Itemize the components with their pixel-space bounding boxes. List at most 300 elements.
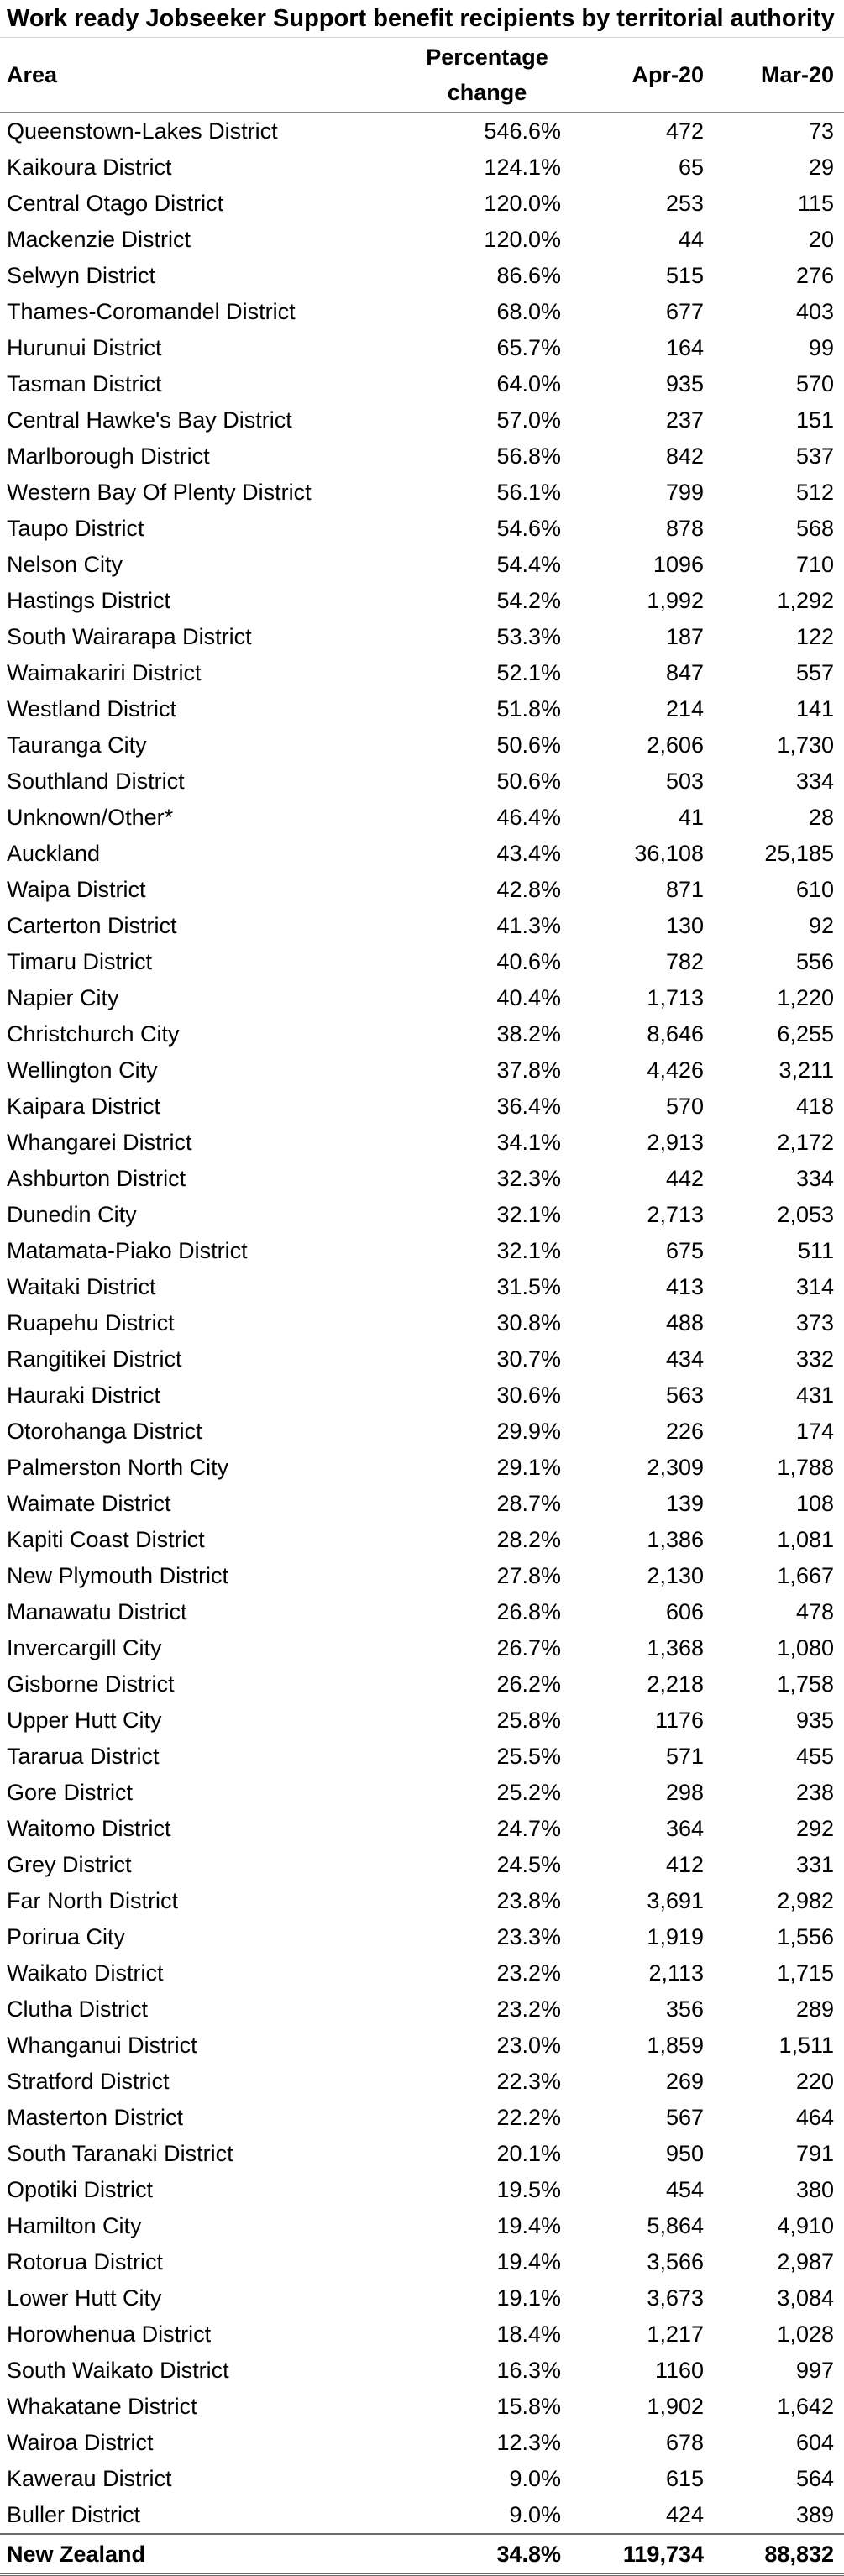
cell-percentage-change: 22.3% <box>496 2069 561 2094</box>
cell-mar-20: 1,511 <box>778 2033 834 2058</box>
cell-area: Dunedin City <box>7 1202 137 1227</box>
cell-area: Selwyn District <box>7 263 156 288</box>
cell-apr-20: 3,566 <box>647 2249 704 2274</box>
table-row <box>0 691 844 727</box>
table-row <box>0 2172 844 2208</box>
cell-mar-20: 141 <box>795 696 834 721</box>
cell-area: Tauranga City <box>7 732 147 758</box>
header-area: Area <box>0 38 395 113</box>
cell-percentage-change: 30.6% <box>496 1382 561 1408</box>
cell-percentage-change: 25.2% <box>496 1780 561 1805</box>
table-row <box>0 2208 844 2244</box>
cell-area: Gisborne District <box>7 1671 175 1697</box>
cell-apr-20: 675 <box>665 1238 704 1263</box>
cell-percentage-change: 9.0% <box>509 2502 561 2527</box>
total-area: New Zealand <box>0 2534 395 2575</box>
data-table <box>0 38 844 2576</box>
table-row <box>0 980 844 1016</box>
cell-mar-20: 28 <box>808 805 834 830</box>
cell-area: Kaipara District <box>7 1094 161 1119</box>
cell-mar-20: 557 <box>795 660 834 685</box>
cell-apr-20: 563 <box>665 1382 704 1408</box>
cell-apr-20: 187 <box>665 624 704 649</box>
header-mar-20: Mar-20 <box>714 38 844 113</box>
table-title: Work ready Jobseeker Support benefit recipients by territorial authority <box>0 0 844 38</box>
cell-area: Hastings District <box>7 588 171 613</box>
cell-area: Auckland <box>7 841 101 866</box>
table-row <box>0 2497 844 2534</box>
cell-mar-20: 2,982 <box>777 1888 834 1913</box>
cell-area: Stratford District <box>7 2069 170 2094</box>
cell-area: Wellington City <box>7 1057 158 1083</box>
cell-apr-20: 1,368 <box>647 1635 704 1660</box>
table-row <box>0 1486 844 1522</box>
cell-mar-20: 1,556 <box>777 1924 834 1949</box>
cell-percentage-change: 29.1% <box>496 1455 561 1480</box>
cell-percentage-change: 19.4% <box>496 2213 561 2238</box>
table-row <box>0 1269 844 1305</box>
cell-percentage-change: 43.4% <box>496 841 561 866</box>
table-row <box>0 402 844 438</box>
cell-area: Opotiki District <box>7 2177 154 2202</box>
cell-mar-20: 464 <box>795 2105 834 2130</box>
cell-percentage-change: 12.3% <box>496 2430 561 2455</box>
cell-percentage-change: 124.1% <box>484 155 561 180</box>
table-row <box>0 1197 844 1233</box>
cell-percentage-change: 32.1% <box>496 1238 561 1263</box>
table-row <box>0 1414 844 1450</box>
cell-apr-20: 935 <box>665 371 704 396</box>
cell-apr-20: 615 <box>665 2466 704 2491</box>
cell-mar-20: 331 <box>795 1852 834 1877</box>
cell-apr-20: 1,217 <box>647 2322 704 2347</box>
cell-apr-20: 1,902 <box>647 2394 704 2419</box>
cell-mar-20: 238 <box>795 1780 834 1805</box>
cell-percentage-change: 23.3% <box>496 1924 561 1949</box>
table-row <box>0 1161 844 1197</box>
cell-mar-20: 455 <box>795 1744 834 1769</box>
cell-apr-20: 2,913 <box>647 1130 704 1155</box>
cell-percentage-change: 20.1% <box>496 2141 561 2166</box>
cell-area: Manawatu District <box>7 1599 187 1624</box>
cell-area: Kapiti Coast District <box>7 1527 205 1552</box>
cell-percentage-change: 30.7% <box>496 1346 561 1372</box>
table-row <box>0 294 844 330</box>
cell-apr-20: 5,864 <box>647 2213 704 2238</box>
cell-apr-20: 226 <box>665 1419 704 1444</box>
table-row <box>0 186 844 222</box>
cell-mar-20: 1,028 <box>777 2322 834 2347</box>
table-row <box>0 2064 844 2100</box>
cell-mar-20: 1,730 <box>777 732 834 758</box>
cell-mar-20: 570 <box>795 371 834 396</box>
cell-mar-20: 6,255 <box>777 1021 834 1047</box>
table-row <box>0 547 844 583</box>
cell-percentage-change: 50.6% <box>496 769 561 794</box>
cell-mar-20: 604 <box>795 2430 834 2455</box>
table-row <box>0 872 844 908</box>
header-pct-line1: Percentage <box>426 45 548 70</box>
cell-apr-20: 442 <box>665 1166 704 1191</box>
cell-mar-20: 512 <box>795 480 834 505</box>
cell-apr-20: 1,919 <box>647 1924 704 1949</box>
cell-area: Thames-Coromandel District <box>7 299 296 324</box>
cell-percentage-change: 57.0% <box>496 407 561 433</box>
cell-apr-20: 1,859 <box>647 2033 704 2058</box>
cell-percentage-change: 64.0% <box>496 371 561 396</box>
cell-apr-20: 472 <box>665 118 704 144</box>
cell-apr-20: 36,108 <box>634 841 704 866</box>
table-row <box>0 1919 844 1955</box>
cell-percentage-change: 32.1% <box>496 1202 561 1227</box>
cell-apr-20: 237 <box>665 407 704 433</box>
cell-area: Westland District <box>7 696 177 721</box>
cell-area: Napier City <box>7 985 119 1010</box>
cell-percentage-change: 26.8% <box>496 1599 561 1624</box>
cell-mar-20: 2,987 <box>777 2249 834 2274</box>
table-row <box>0 258 844 294</box>
cell-percentage-change: 54.4% <box>496 552 561 577</box>
table-row <box>0 2316 844 2353</box>
cell-area: Rotorua District <box>7 2249 164 2274</box>
table-row <box>0 2244 844 2280</box>
cell-apr-20: 2,113 <box>648 1960 704 1986</box>
table-row <box>0 2028 844 2064</box>
table-row <box>0 583 844 619</box>
table-row <box>0 475 844 511</box>
cell-apr-20: 950 <box>665 2141 704 2166</box>
cell-mar-20: 564 <box>795 2466 834 2491</box>
cell-percentage-change: 19.4% <box>496 2249 561 2274</box>
cell-area: Christchurch City <box>7 1021 180 1047</box>
cell-percentage-change: 26.2% <box>496 1671 561 1697</box>
cell-percentage-change: 19.1% <box>496 2285 561 2311</box>
table-row <box>0 908 844 944</box>
cell-area: Wairoa District <box>7 2430 154 2455</box>
cell-mar-20: 108 <box>795 1491 834 1516</box>
cell-percentage-change: 50.6% <box>496 732 561 758</box>
cell-apr-20: 847 <box>665 660 704 685</box>
cell-apr-20: 269 <box>665 2069 704 2094</box>
cell-mar-20: 478 <box>795 1599 834 1624</box>
cell-mar-20: 1,292 <box>777 588 834 613</box>
cell-area: Horowhenua District <box>7 2322 212 2347</box>
cell-percentage-change: 54.2% <box>496 588 561 613</box>
cell-area: Upper Hutt City <box>7 1708 162 1733</box>
cell-mar-20: 568 <box>795 516 834 541</box>
table-row <box>0 1089 844 1125</box>
cell-apr-20: 570 <box>665 1094 704 1119</box>
total-row <box>0 2534 844 2575</box>
table-row <box>0 655 844 691</box>
cell-area: Ruapehu District <box>7 1310 175 1335</box>
table-row <box>0 438 844 475</box>
cell-area: Mackenzie District <box>7 227 191 252</box>
cell-mar-20: 511 <box>797 1238 834 1263</box>
cell-mar-20: 935 <box>795 1708 834 1733</box>
cell-percentage-change: 54.6% <box>496 516 561 541</box>
cell-apr-20: 571 <box>665 1744 704 1769</box>
cell-percentage-change: 27.8% <box>496 1563 561 1588</box>
cell-apr-20: 1,386 <box>647 1527 704 1552</box>
cell-percentage-change: 28.2% <box>496 1527 561 1552</box>
cell-area: Timaru District <box>7 949 152 974</box>
cell-area: Hauraki District <box>7 1382 161 1408</box>
header-row <box>0 38 844 113</box>
cell-apr-20: 1176 <box>654 1708 704 1733</box>
cell-percentage-change: 22.2% <box>496 2105 561 2130</box>
cell-percentage-change: 9.0% <box>509 2466 561 2491</box>
cell-mar-20: 2,172 <box>777 1130 834 1155</box>
cell-percentage-change: 41.3% <box>496 913 561 938</box>
cell-area: Kaikoura District <box>7 155 172 180</box>
cell-apr-20: 65 <box>678 155 704 180</box>
cell-apr-20: 356 <box>665 1996 704 2022</box>
table-row <box>0 1305 844 1341</box>
table-row <box>0 1341 844 1377</box>
cell-area: Hurunui District <box>7 335 162 360</box>
cell-percentage-change: 52.1% <box>496 660 561 685</box>
cell-area: Nelson City <box>7 552 123 577</box>
cell-percentage-change: 36.4% <box>496 1094 561 1119</box>
cell-area: Masterton District <box>7 2105 184 2130</box>
table-row <box>0 2461 844 2497</box>
header-apr-20: Apr-20 <box>579 38 714 113</box>
cell-apr-20: 677 <box>665 299 704 324</box>
cell-apr-20: 2,713 <box>647 1202 704 1227</box>
cell-percentage-change: 19.5% <box>496 2177 561 2202</box>
cell-area: Whakatane District <box>7 2394 197 2419</box>
cell-percentage-change: 40.4% <box>496 985 561 1010</box>
cell-area: Queenstown-Lakes District <box>7 118 278 144</box>
cell-mar-20: 610 <box>795 877 834 902</box>
cell-area: Waitaki District <box>7 1274 156 1299</box>
cell-apr-20: 139 <box>665 1491 704 1516</box>
cell-mar-20: 1,667 <box>777 1563 834 1588</box>
cell-percentage-change: 31.5% <box>496 1274 561 1299</box>
cell-mar-20: 3,211 <box>778 1057 834 1083</box>
table-row <box>0 1955 844 1991</box>
cell-mar-20: 122 <box>795 624 834 649</box>
table-row <box>0 1016 844 1052</box>
cell-apr-20: 567 <box>665 2105 704 2130</box>
cell-apr-20: 1096 <box>653 552 704 577</box>
cell-percentage-change: 46.4% <box>496 805 561 830</box>
cell-mar-20: 1,081 <box>777 1527 834 1552</box>
cell-area: Taupo District <box>7 516 144 541</box>
cell-percentage-change: 42.8% <box>496 877 561 902</box>
cell-apr-20: 130 <box>665 913 704 938</box>
cell-mar-20: 373 <box>795 1310 834 1335</box>
cell-area: Clutha District <box>7 1996 149 2022</box>
cell-percentage-change: 53.3% <box>496 624 561 649</box>
cell-mar-20: 292 <box>795 1816 834 1841</box>
cell-apr-20: 413 <box>665 1274 704 1299</box>
cell-percentage-change: 23.2% <box>496 1996 561 2022</box>
cell-percentage-change: 86.6% <box>496 263 561 288</box>
table-row <box>0 763 844 800</box>
cell-mar-20: 997 <box>795 2358 834 2383</box>
cell-area: Rangitikei District <box>7 1346 182 1372</box>
cell-apr-20: 364 <box>665 1816 704 1841</box>
table-row <box>0 1666 844 1702</box>
table-row <box>0 222 844 258</box>
cell-mar-20: 1,080 <box>777 1635 834 1660</box>
cell-mar-20: 1,758 <box>777 1671 834 1697</box>
cell-apr-20: 454 <box>665 2177 704 2202</box>
cell-percentage-change: 24.5% <box>496 1852 561 1877</box>
cell-mar-20: 276 <box>795 263 834 288</box>
cell-apr-20: 488 <box>665 1310 704 1335</box>
cell-apr-20: 424 <box>665 2502 704 2527</box>
cell-mar-20: 174 <box>795 1419 834 1444</box>
table-row <box>0 1594 844 1630</box>
cell-apr-20: 2,606 <box>647 732 704 758</box>
cell-mar-20: 431 <box>795 1382 834 1408</box>
table-row <box>0 944 844 980</box>
cell-area: Waitomo District <box>7 1816 171 1841</box>
cell-area: Otorohanga District <box>7 1419 202 1444</box>
cell-apr-20: 503 <box>665 769 704 794</box>
cell-area: Whanganui District <box>7 2033 197 2058</box>
cell-apr-20: 8,646 <box>647 1021 704 1047</box>
cell-area: Palmerston North City <box>7 1455 229 1480</box>
cell-apr-20: 515 <box>665 263 704 288</box>
cell-mar-20: 73 <box>808 118 834 144</box>
cell-mar-20: 334 <box>795 1166 834 1191</box>
cell-apr-20: 412 <box>665 1852 704 1877</box>
table-row <box>0 727 844 763</box>
cell-mar-20: 380 <box>795 2177 834 2202</box>
cell-area: South Waikato District <box>7 2358 229 2383</box>
cell-apr-20: 842 <box>665 443 704 469</box>
cell-area: Matamata-Piako District <box>7 1238 248 1263</box>
cell-mar-20: 115 <box>797 191 834 216</box>
cell-area: Southland District <box>7 769 185 794</box>
cell-area: Grey District <box>7 1852 132 1877</box>
cell-area: South Wairarapa District <box>7 624 252 649</box>
cell-mar-20: 151 <box>795 407 834 433</box>
cell-mar-20: 20 <box>808 227 834 252</box>
cell-apr-20: 253 <box>665 191 704 216</box>
cell-apr-20: 1,713 <box>647 985 704 1010</box>
header-pct-line2: change <box>447 80 527 105</box>
cell-mar-20: 1,788 <box>777 1455 834 1480</box>
cell-apr-20: 871 <box>665 877 704 902</box>
table-row <box>0 1991 844 2028</box>
table-row <box>0 1739 844 1775</box>
cell-apr-20: 1,992 <box>647 588 704 613</box>
table-row <box>0 2100 844 2136</box>
cell-percentage-change: 16.3% <box>496 2358 561 2383</box>
header-percentage-change <box>395 38 579 113</box>
table-row <box>0 1377 844 1414</box>
cell-area: Tararua District <box>7 1744 160 1769</box>
cell-apr-20: 214 <box>665 696 704 721</box>
cell-percentage-change: 32.3% <box>496 1166 561 1191</box>
cell-area: Waipa District <box>7 877 146 902</box>
cell-apr-20: 678 <box>665 2430 704 2455</box>
cell-area: Invercargill City <box>7 1635 162 1660</box>
cell-area: Hamilton City <box>7 2213 142 2238</box>
table-row <box>0 1775 844 1811</box>
table-row <box>0 1883 844 1919</box>
table-row <box>0 2353 844 2389</box>
total-mar-20: 88,832 <box>714 2534 844 2575</box>
cell-area: Waimate District <box>7 1491 171 1516</box>
table-row <box>0 2136 844 2172</box>
cell-mar-20: 1,220 <box>777 985 834 1010</box>
cell-apr-20: 3,691 <box>647 1888 704 1913</box>
cell-area: Central Otago District <box>7 191 224 216</box>
cell-apr-20: 434 <box>665 1346 704 1372</box>
cell-area: Tasman District <box>7 371 162 396</box>
cell-apr-20: 41 <box>678 805 704 830</box>
cell-apr-20: 2,130 <box>647 1563 704 1588</box>
cell-apr-20: 164 <box>665 335 704 360</box>
cell-percentage-change: 68.0% <box>496 299 561 324</box>
cell-mar-20: 220 <box>795 2069 834 2094</box>
cell-percentage-change: 120.0% <box>484 227 561 252</box>
cell-percentage-change: 51.8% <box>496 696 561 721</box>
cell-mar-20: 537 <box>795 443 834 469</box>
table-row <box>0 1847 844 1883</box>
cell-apr-20: 298 <box>665 1780 704 1805</box>
cell-area: Far North District <box>7 1888 179 1913</box>
cell-apr-20: 782 <box>665 949 704 974</box>
cell-percentage-change: 56.8% <box>496 443 561 469</box>
cell-area: Whangarei District <box>7 1130 192 1155</box>
table-row <box>0 1125 844 1161</box>
table-row <box>0 1052 844 1089</box>
cell-percentage-change: 37.8% <box>496 1057 561 1083</box>
cell-mar-20: 1,715 <box>777 1960 834 1986</box>
cell-percentage-change: 18.4% <box>496 2322 561 2347</box>
table-row <box>0 511 844 547</box>
cell-mar-20: 2,053 <box>777 1202 834 1227</box>
cell-area: New Plymouth District <box>7 1563 229 1588</box>
cell-mar-20: 4,910 <box>777 2213 834 2238</box>
table-row <box>0 1450 844 1486</box>
cell-area: Marlborough District <box>7 443 210 469</box>
cell-apr-20: 1160 <box>654 2358 704 2383</box>
cell-area: Lower Hutt City <box>7 2285 162 2311</box>
cell-percentage-change: 56.1% <box>496 480 561 505</box>
table-row <box>0 366 844 402</box>
cell-mar-20: 389 <box>795 2502 834 2527</box>
cell-percentage-change: 26.7% <box>496 1635 561 1660</box>
cell-apr-20: 2,218 <box>647 1671 704 1697</box>
cell-percentage-change: 25.8% <box>496 1708 561 1733</box>
cell-percentage-change: 15.8% <box>496 2394 561 2419</box>
cell-percentage-change: 65.7% <box>496 335 561 360</box>
cell-area: Carterton District <box>7 913 177 938</box>
cell-mar-20: 314 <box>795 1274 834 1299</box>
cell-percentage-change: 34.1% <box>496 1130 561 1155</box>
table-row <box>0 1702 844 1739</box>
cell-mar-20: 332 <box>795 1346 834 1372</box>
total-apr-20: 119,734 <box>579 2534 714 2575</box>
cell-area: Waikato District <box>7 1960 164 1986</box>
cell-mar-20: 710 <box>795 552 834 577</box>
cell-area: Porirua City <box>7 1924 126 1949</box>
table-row <box>0 1630 844 1666</box>
cell-apr-20: 878 <box>665 516 704 541</box>
cell-area: Central Hawke's Bay District <box>7 407 292 433</box>
cell-mar-20: 334 <box>795 769 834 794</box>
cell-mar-20: 418 <box>795 1094 834 1119</box>
cell-mar-20: 3,084 <box>777 2285 834 2311</box>
